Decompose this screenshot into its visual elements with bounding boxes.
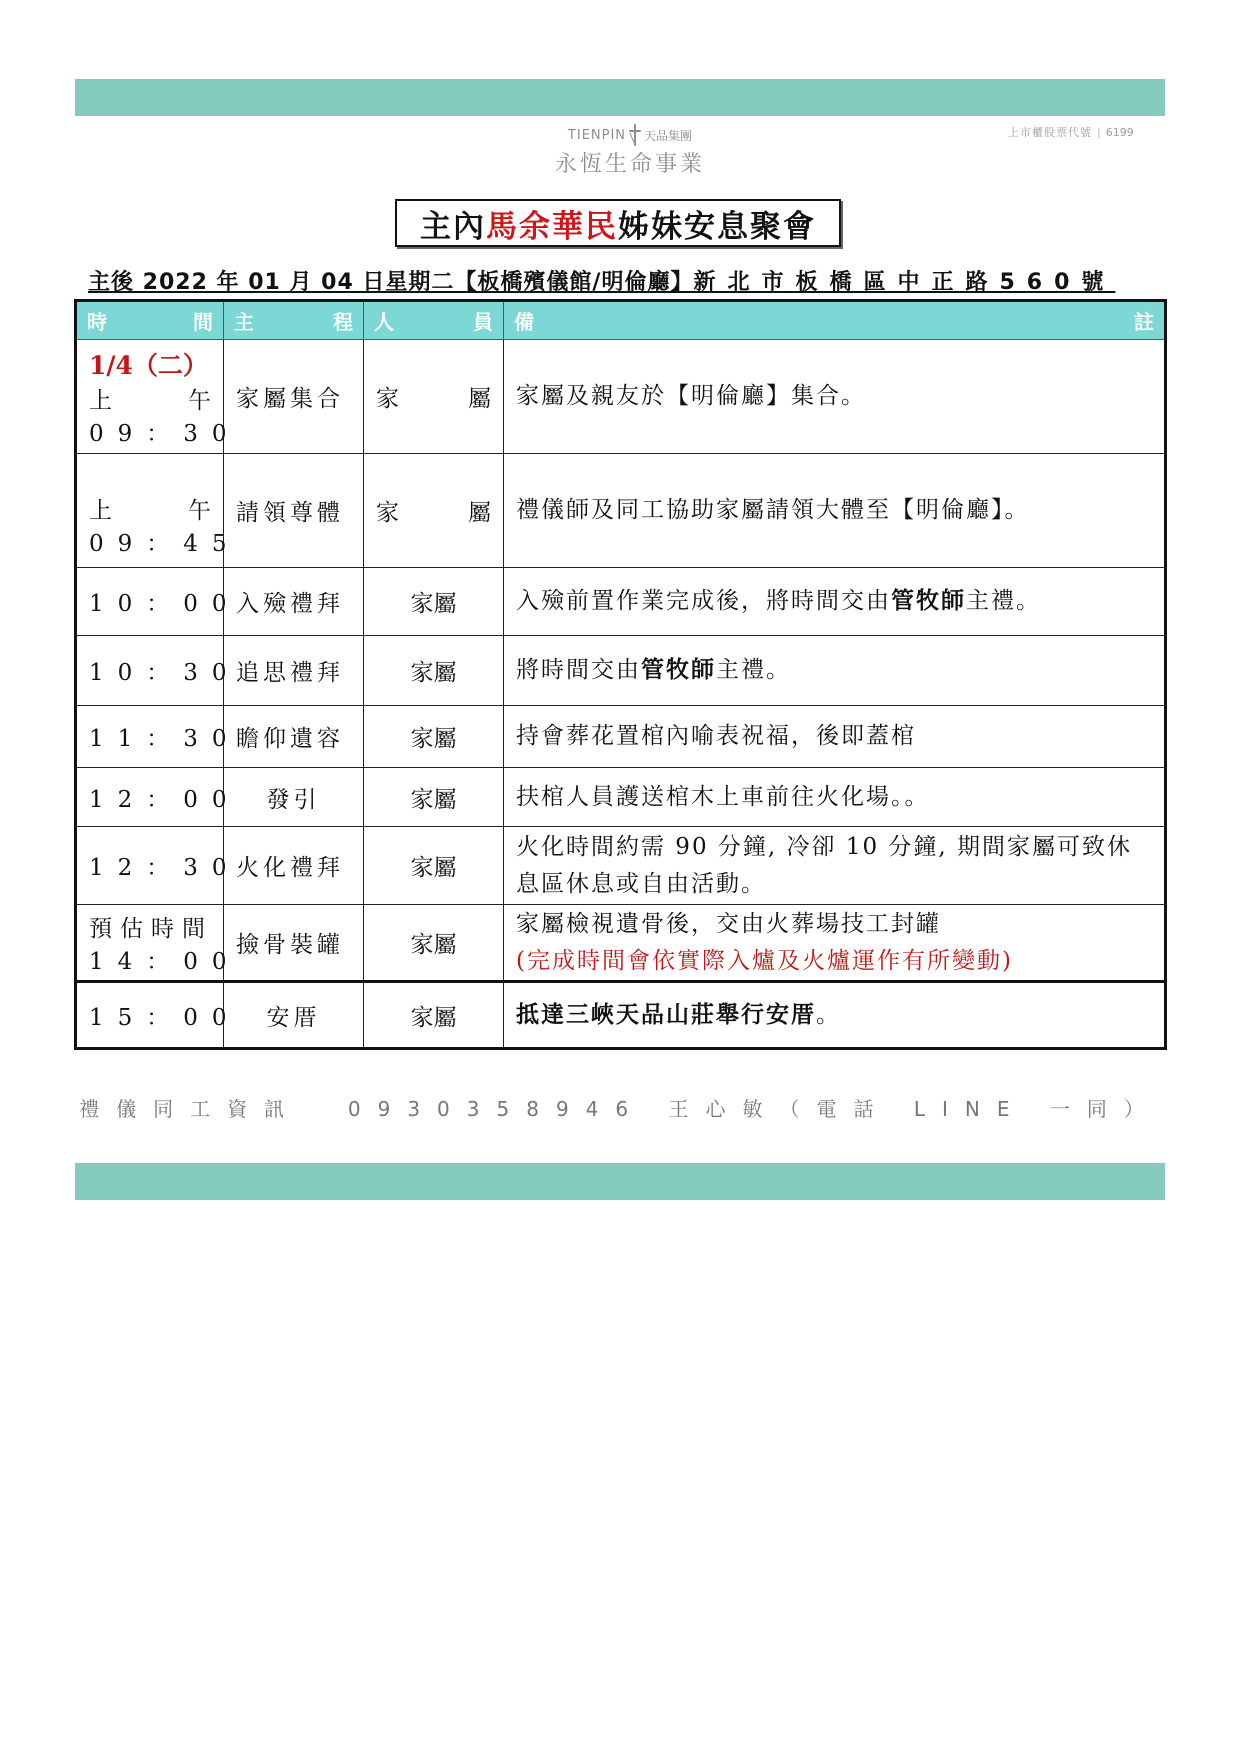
program-cell: 瞻仰遺容 [224,706,364,768]
note-cell: 家屬及親友於【明倫廳】集合。 [504,340,1166,454]
program-cell: 追思禮拜 [224,636,364,706]
people-cell: 家屬 [364,982,504,1049]
cross-icon [628,124,642,146]
header-time: 時 間 [76,301,224,340]
time-cell: 11：30 [76,706,224,768]
table-row [76,905,1166,982]
table-row [76,340,1166,454]
people-cell: 家屬 [364,636,504,706]
logo-en: TIENPIN [567,127,627,143]
contact-phone: 0930358946 王心敏（電話 LINE 一同） [347,1097,1161,1121]
time-cell: 12：00 [76,768,224,827]
table-row [76,706,1166,768]
people-cell: 家屬 [364,568,504,636]
top-band [75,79,1165,116]
page-title: 主內 馬余華民 姊妹安息聚會 [395,199,841,247]
address: 新北市板橋區中正路560號 [693,270,1116,295]
people-cell: 家屬 [364,827,504,905]
people-cell: 家 屬 [364,340,504,454]
time-cell: 預估時間 14：00 [76,905,224,982]
schedule-table [74,299,1167,1050]
note-cell: 抵達三峽天品山莊舉行安厝。 [504,982,1166,1049]
note-cell: 持會葬花置棺內喻表祝福，後即蓋棺 [504,706,1166,768]
table-row [76,636,1166,706]
header-program: 主 程 [224,301,364,340]
table-row [76,827,1166,905]
note-cell: 入殮前置作業完成後，將時間交由管牧師主禮。 [504,568,1166,636]
logo-zh: 永恆生命事業 [554,152,705,177]
program-cell: 入殮禮拜 [224,568,364,636]
logo-group: 天品集團 [644,128,693,143]
note-cell: 禮儀師及同工協助家屬請領大體至【明倫廳】。 [504,454,1166,568]
note-cell: 家屬檢視遺骨後，交由火葬場技工封罐 (完成時間會依實際入爐及火爐運作有所變動) [504,905,1166,982]
people-cell: 家屬 [364,706,504,768]
table-row [76,982,1166,1049]
table-row [76,454,1166,568]
program-cell: 家屬集合 [224,340,364,454]
time-cell: 10：00 [76,568,224,636]
bottom-band [75,1163,1165,1200]
program-cell: 安厝 [224,982,364,1049]
time-cell: 12：30 [76,827,224,905]
people-cell: 家 屬 [364,454,504,568]
people-cell: 家屬 [364,768,504,827]
stock-code: 上市櫃股票代號 | 6199 [1008,126,1134,139]
note-cell: 火化時間約需 90 分鐘, 冷卻 10 分鐘, 期間家屬可致休息區休息或自由活動。 [504,827,1166,905]
program-cell: 發引 [224,768,364,827]
people-cell: 家屬 [364,905,504,982]
table-row [76,768,1166,827]
note-cell: 將時間交由管牧師主禮。 [504,636,1166,706]
table-header-row [76,301,1166,340]
program-cell: 火化禮拜 [224,827,364,905]
note-cell: 扶棺人員護送棺木上車前往火化場。。 [504,768,1166,827]
company-logo [550,124,710,178]
time-cell: 15：00 [76,982,224,1049]
time-cell: 10：30 [76,636,224,706]
staff-contact: 禮儀同工資訊 0930358946 王心敏（電話 LINE 一同） [79,1097,1161,1121]
note-red: (完成時間會依實際入爐及火爐運作有所變動) [516,947,1013,974]
program-cell: 請領尊體 [224,454,364,568]
time-cell: 1/4（二） 上 午 09：30 [76,340,224,454]
header-people: 人 員 [364,301,504,340]
header-notes: 備 註 [504,301,1166,340]
program-cell: 撿骨裝罐 [224,905,364,982]
table-row [76,568,1166,636]
service-date-location: 主後 2022 年 01 月 04 日星期二【板橋殯儀館/明倫廳】新北市板橋區中正路560號 [88,270,1116,295]
time-cell: 上 午 09：45 [76,454,224,568]
deceased-name: 馬余華民 [486,208,618,245]
